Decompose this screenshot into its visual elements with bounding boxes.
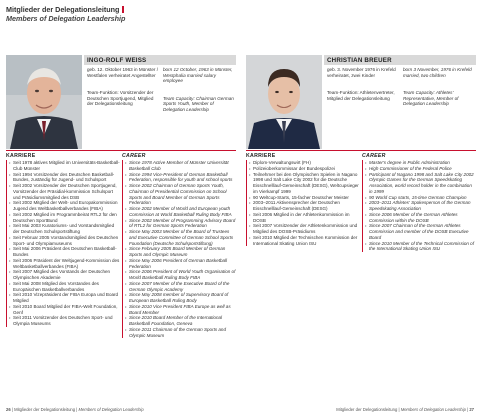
section-divider <box>246 150 476 151</box>
career-item: • Since 1994 Vice-President of German Basketball Federation, responsible for youth and school sports <box>126 172 236 184</box>
career-item: • Seit Mai 2008 Mitglied des Vorstandes des Europäischen Basketballverbandes <box>10 281 120 293</box>
career-item: • Seit 1978 aktives Mitglied im Universitäts-Basketball-Club Münster <box>10 160 120 172</box>
portrait-right-image <box>246 55 322 149</box>
portrait-photo-left <box>6 55 82 149</box>
person-name: INGO-ROLF WEISS <box>84 55 236 65</box>
career-item: • Seit 2010 Board Mitglied der FIBA-Welt Foundation, Genf <box>10 304 120 316</box>
career-item: • Master's degree in Public Administration <box>366 160 476 166</box>
career-item: • 2003–2011 Athletes' Spokesperson of the German Speedskating Association <box>366 200 476 212</box>
team-function-de: Team-Funktion: Athletenvertreter, Mitglied der Delegationsleitung <box>327 90 395 101</box>
career-item: • Seit 2007 Vorsitzender der Athletenkommission und Mitglied des DOSB-Präsidiums <box>250 223 360 235</box>
career-item: • Since 2010 Member of the Technical Commission of the International Skating Union ISU <box>366 241 476 253</box>
career-item: • Diplom-Verwaltungswirt (FH) <box>250 160 360 166</box>
born-text-de: geb. 3. November 1976 in Krefeld verheiratet, zwei Kinder <box>327 67 396 78</box>
team-capacity-en: Team Capacity: Athletes' Representative, Member of Delegation Leadership <box>403 90 459 107</box>
born-text-en: born 12 October, 1963 in Münster, Westphalia married salary employee <box>163 67 233 84</box>
career-item: • High Commissioner of the Federal Police <box>366 166 476 172</box>
page-title: Mitglieder der Delegationsleitung <box>6 6 306 15</box>
career-list-right-en <box>362 153 476 252</box>
team-function-de: Team-Funktion: Vorsitzender der Deutschen Sportjugend, Mitglied der Delegationsleitung <box>87 90 154 107</box>
career-item: • Since 2010 Board Member of the International Basketball Foundation, Geneva <box>126 315 236 327</box>
career-item: • Seit 2006 Mitglied in der Athletenkommission im DOSB <box>250 212 360 224</box>
career-list-right-de <box>246 153 360 246</box>
career-item: • Since 2007 Member of the Executive Board of the German Olympic Academy <box>126 281 236 293</box>
career-item: • Seit 2002 Mitglied im Programmbeirat RTL2 für den Deutschen SportBund <box>10 212 120 224</box>
career-item: • Seit Mai 2003 Kuratoriums- und Vorstandsmitglied der Deutschen Schulsportstiftung <box>10 223 120 235</box>
born-text-de: geb. 12. Oktober 1963 in Münster / Westfalen verheiratet Angestellter <box>87 67 158 78</box>
career-items <box>246 160 360 246</box>
footer-left: 26 | Mitglieder der Delegationsleitung | Members of Delegation Leadership <box>6 407 144 412</box>
career-item: • Participant of Nagano 1998 and Salt Lake City 2002 Olympic Games for the German Speedskating Association, world record holder in the combination in 1999 <box>366 172 476 195</box>
career-list-left-en <box>122 153 236 338</box>
career-item: • Seit 2006 Präsident der Weltjugend-Kommission des Weltbasketballverbandes (FIBA) <box>10 258 120 270</box>
page-header <box>6 6 306 23</box>
career-item: • Since 1978 Active Member of Münster Universität Basketball Club <box>126 160 236 172</box>
career-items <box>122 160 236 338</box>
bio-english <box>400 67 476 107</box>
footer-text-de: Mitglieder der Delegationsleitung <box>336 407 398 412</box>
career-item: • Since 2002 Chairman of German Sports Youth, Chairman of Presidential Commission on School Sports and Board Member of German Sports Federation <box>126 183 236 206</box>
section-divider <box>6 150 236 151</box>
career-item: • Since 2011 Chairman of the German Sports and Olympic Museum <box>126 327 236 339</box>
born-text-en: born 3 November, 1976 in Krefeld married, two children <box>403 67 472 78</box>
career-item: • Since 2010 Vice President FIBA Europe as well as Board Member <box>126 304 236 316</box>
career-item: • Since 2002 Member of Programming Advisory Board of RTL2 for German Sports Federation <box>126 218 236 230</box>
person-name: CHRISTIAN BREUER <box>324 55 476 65</box>
footer-text-en: Members of Delegation Leadership <box>400 407 466 412</box>
career-item: • Teilnehmer bei den Olympischen Spielen in Nagano 1998 und Salt Lake City 2002 für die Deutsche Eisschnelllauf-Gemeinschaft (DESG), Weltcupsieger im Vierkampf 1999 <box>250 172 360 195</box>
career-item: • Seit 2002 Mitglied der Welt- und Europakommission Jugend des Weltbasketballverbandes (FIBA) <box>10 200 120 212</box>
title-accent-bar <box>122 6 124 13</box>
career-item: • Since 2006 President of World Youth Organisation of World Basketball Ruling Body FIBA <box>126 269 236 281</box>
career-heading: KARRIERE <box>6 153 36 159</box>
profile-info-right <box>324 55 476 107</box>
portrait-photo-right <box>246 55 322 149</box>
career-items <box>362 160 476 252</box>
career-heading: CAREER <box>362 153 386 159</box>
career-item: • Seit Februar 2005 Vorstandsmitglied des Deutschen Sport- und Olympiamuseums <box>10 235 120 247</box>
career-item: • Seit Mai 2006 Präsident des Deutschen Basketball-Bundes <box>10 246 120 258</box>
career-heading: CAREER <box>122 153 146 159</box>
career-item: • Seit 2007 Mitglied des Vorstands der Deutschen Olympischen Akademie <box>10 269 120 281</box>
team-capacity-en: Team Capacity: Chairman German Sports Youth, Member of Delegation Leadership <box>163 95 234 112</box>
career-item: • Seit 2010 Vizepräsident der FIBA Europa und Board Mitglied <box>10 292 120 304</box>
career-item: • Since 2002 Member of World and European youth Commission at World Basketball Ruling Body FIBA <box>126 206 236 218</box>
portrait-left-image <box>6 55 82 149</box>
page-number-right: 27 <box>469 407 474 412</box>
page-number-left: 26 <box>6 407 11 412</box>
page-subtitle: Members of Delegation Leadership <box>6 13 126 23</box>
career-item: • Seit 2010 Mitglied der Technischen Kommission der International Skating Union ISU <box>250 235 360 247</box>
career-item: • Since 2006 Member of the German Athletes Commission within the DOSB <box>366 212 476 224</box>
career-item: • Since May 2008 member of Supervisory Board of European Basketball Ruling Body <box>126 292 236 304</box>
career-item: • Since February 2005 Board Member of German Sports and Olympic Museum <box>126 246 236 258</box>
footer-text-de: Mitglieder der Delegationsleitung <box>14 407 76 412</box>
career-heading: KARRIERE <box>246 153 276 159</box>
career-item: • Since May 2003 Member of the Board of Trustees and Executive Committee of German School Sports Foundation (Deutsche Schulsportstiftung) <box>126 229 236 246</box>
career-item: • 2003–2011 Aktivensprecher der Deutschen Eisschnelllauf-Gemeinschaft (DESG) <box>250 200 360 212</box>
bio-english <box>160 67 236 113</box>
footer-text-en: Members of Delegation Leadership <box>78 407 144 412</box>
career-item: • Seit 2002 Vorsitzender der Deutschen Sportjugend, Vorsitzender der Präsidial-kommission Schulsport und Präsidiumsmitglied des DSB <box>10 183 120 200</box>
career-item: • Since May 2006 President of German Basketball Federation <box>126 258 236 270</box>
career-item: • 90 World Cup starts, 15-time German Champion <box>366 195 476 201</box>
career-item: • Seit 1994 Vorsitzender des Deutschen Basketball-Bundes, zuständig für Jugend- und Schulsport <box>10 172 120 184</box>
profile-info-left <box>84 55 236 113</box>
bio-german <box>84 67 160 113</box>
career-list-left-de <box>6 153 120 327</box>
career-item: • 90 Weltcup-Starts, 15-facher Deutscher Meister <box>250 195 360 201</box>
career-item: • Polizeioberkommissar der Bundespolizei <box>250 166 360 172</box>
career-items <box>6 160 120 327</box>
bio-german <box>324 67 400 107</box>
career-item: • Seit 2011 Vorsitzender des Deutschen Sport- und Olympia Museums <box>10 315 120 327</box>
career-item: • Since 2007 Chairman of the German Athletes Commission and member of the DOSB Executive Board <box>366 223 476 240</box>
footer-right: Mitglieder der Delegationsleitung | Members of Delegation Leadership | 27 <box>336 407 474 412</box>
